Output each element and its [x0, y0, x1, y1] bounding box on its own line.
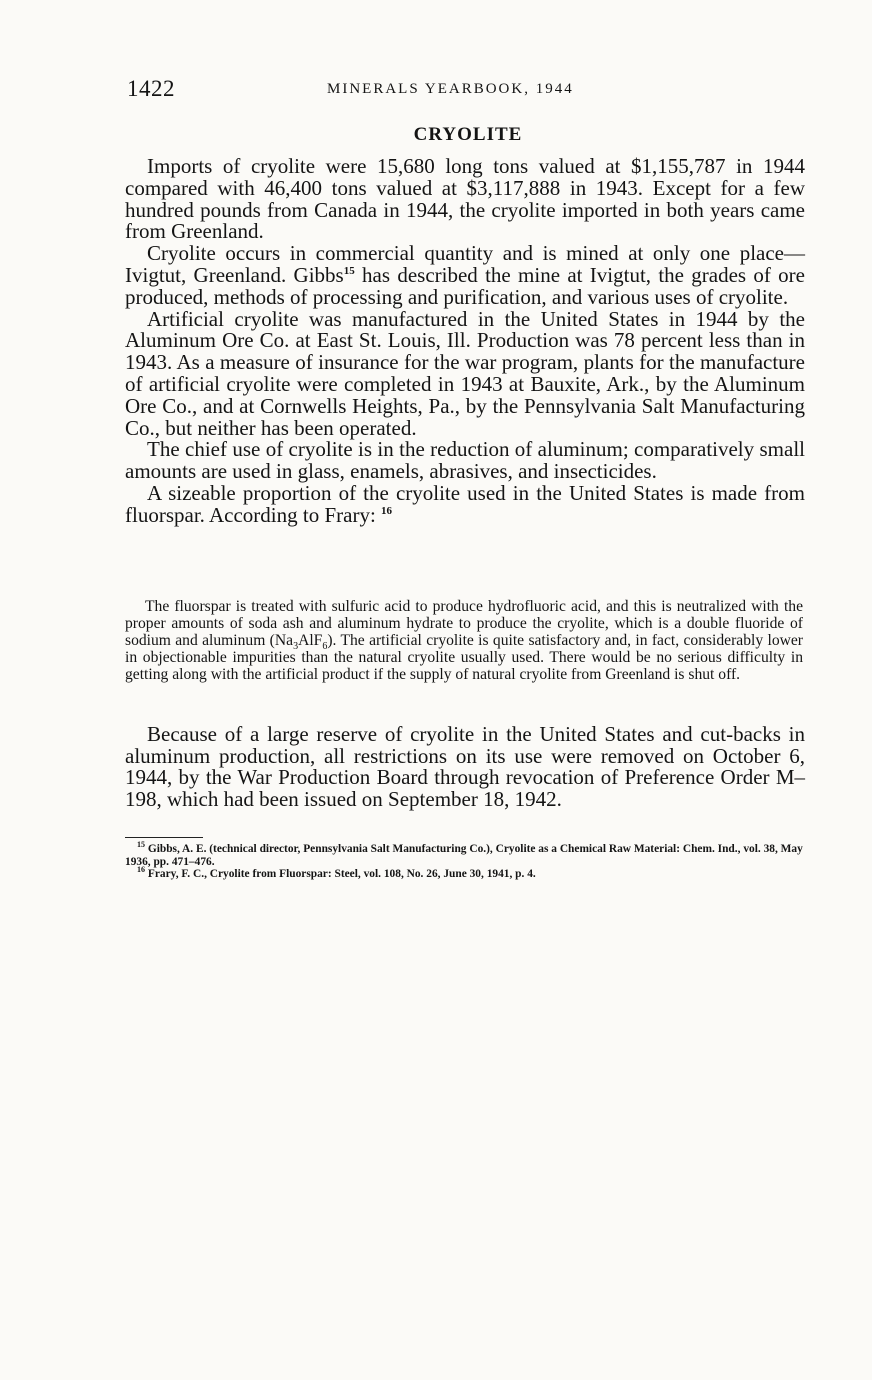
footnote-ref-15: 15	[343, 264, 355, 277]
paragraph-fluorspar-text: A sizeable proportion of the cryolite used in the United States is made from fluorspar. According to Frary:	[125, 480, 805, 527]
page-number: 1422	[127, 76, 175, 101]
formula-subscript-6: 6	[322, 641, 328, 653]
quote-text-cont: ). The artificial cryolite is quite satisfactory and, in fact, considerably lower in objectionable impurities than the natural cryolite usually used. There would be no serious difficulty in getting along with the artificial product if the supply of natural cryolite from Greenland is shut off.	[125, 632, 803, 683]
quote-text: The fluorspar is treated with sulfuric acid to produce hydrofluoric acid, and this is neutralized with the proper amounts of soda ash and aluminum hydrate to produce the cryolite, which is a double fluoride of sodium and aluminum (Na	[125, 598, 803, 649]
paragraph-occurrence-text-cont: has described the mine at Ivigtut, the grades of ore produced, methods of processing and purification, and various uses of cryolite.	[125, 262, 806, 309]
running-header	[127, 76, 627, 106]
section-title	[0, 124, 872, 146]
section-title-text: CRYOLITE	[413, 124, 523, 145]
paragraph-occurrence	[125, 243, 805, 308]
formula-text: AlF	[298, 632, 323, 649]
footnote-16	[125, 865, 805, 881]
footnote-15	[125, 840, 805, 868]
block-quote	[125, 598, 803, 683]
paragraph-imports: Imports of cryolite were 15,680 long tons valued at $1,155,787 in 1944 compared with 46,400 tons valued at $3,117,888 in 1943. Except for a few hundred pounds from Canada in 1944, the cryolite imported in both years came from Greenland.	[125, 154, 805, 244]
footnote-text: Gibbs, A. E. (technical director, Pennsylvania Salt Manufacturing Co.), Cryolite as a Chemical Raw Material: Chem. Ind., vol. 38, May 1936, pp. 471–476.	[125, 843, 803, 868]
paragraph-restrictions: Because of a large reserve of cryolite in the United States and cut-backs in aluminum production, all restrictions on its use were removed on October 6, 1944, by the War Production Board through revocation of Preference Order M–198, which had been issued on September 18, 1942.	[125, 722, 805, 811]
paragraph-fluorspar	[125, 480, 805, 527]
footnote-mark: 15	[137, 840, 145, 850]
footnote-mark: 16	[137, 865, 145, 875]
formula-subscript-3: 3	[293, 641, 299, 653]
footnote-divider	[125, 837, 203, 838]
paragraph-uses: The chief use of cryolite is in the reduction of aluminum; comparatively small amounts are used in glass, enamels, abrasives, and insecticides.	[125, 437, 805, 484]
body-text	[125, 156, 805, 527]
paragraph-artificial: Artificial cryolite was manufactured in the United States in 1944 by the Aluminum Ore Co. at East St. Louis, Ill. Production was 78 percent less than in 1943. As a measure of insurance for the war program, plants for the manufacture of artificial cryolite were completed in 1943 at Bauxite, Ark., by the Aluminum Ore Co., and at Cornwells Heights, Pa., by the Pennsylvania Salt Manufacturing Co., but neither has been operated.	[125, 306, 805, 440]
footnotes	[125, 840, 805, 881]
footnote-ref-16: 16	[381, 504, 393, 517]
paragraph-occurrence-text: Cryolite occurs in commercial quantity and is mined at only one place—Ivigtut, Greenland. Gibbs	[125, 241, 805, 287]
footnote-text: Frary, F. C., Cryolite from Fluorspar: Steel, vol. 108, No. 26, June 30, 1941, p. 4.	[147, 868, 536, 880]
running-title: MINERALS YEARBOOK, 1944	[327, 81, 574, 97]
